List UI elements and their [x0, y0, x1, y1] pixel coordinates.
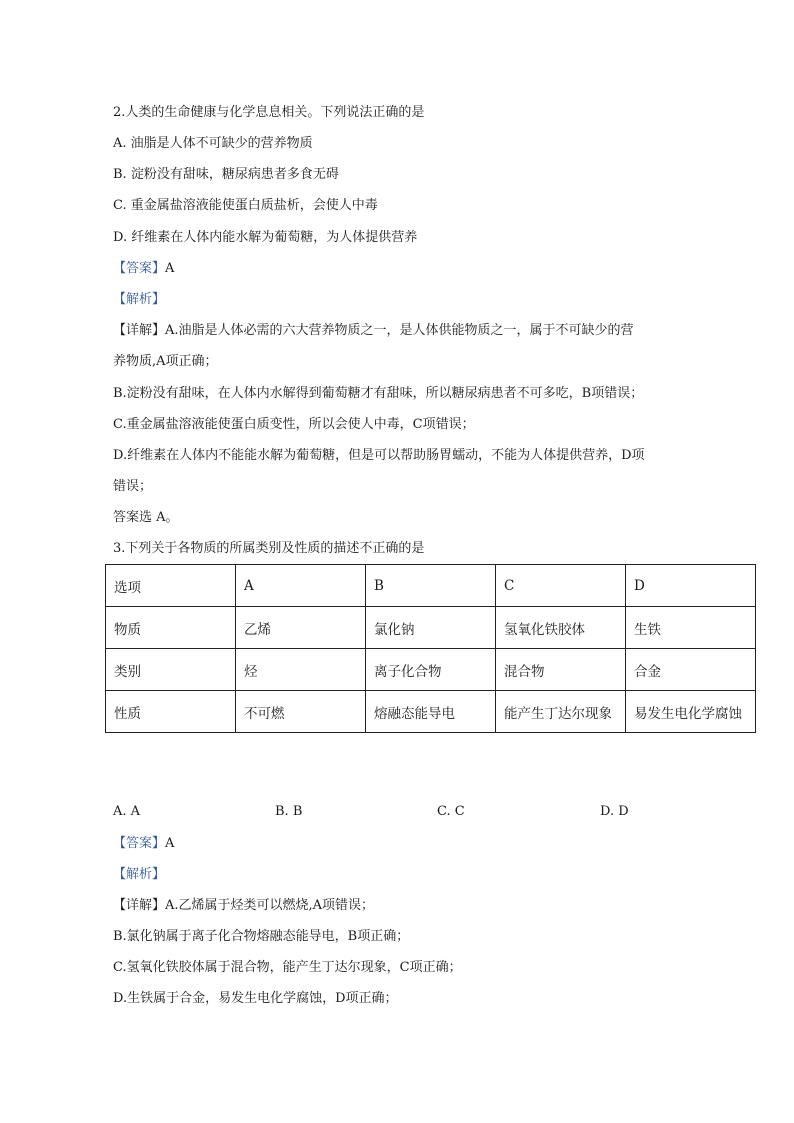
q3-choice-b: B. B	[275, 804, 303, 819]
table-row	[106, 649, 756, 691]
q2-detail-line-4: C.重金属盐溶液能使蛋白质变性，所以会使人中毒，C项错误；	[113, 417, 475, 432]
table-cell: 烃	[236, 649, 366, 691]
q3-detail-line-3: C.氢氧化铁胶体属于混合物，能产生丁达尔现象，C项正确；	[113, 960, 462, 975]
q2-detail-line-5: D.纤维素在人体内不能能水解为葡萄糖，但是可以帮助肠胃蠕动，不能为人体提供营养，D项	[113, 448, 645, 463]
table-row	[106, 565, 756, 607]
table-cell: 选项	[106, 565, 236, 607]
q2-detail-line-3: B.淀粉没有甜味，在人体内水解得到葡萄糖才有甜味，所以糖尿病患者不可多吃，B项错误；	[113, 386, 644, 401]
detail-text: A.乙烯属于烃类可以燃烧,A项错误；	[165, 898, 375, 913]
table-cell: 不可燃	[236, 691, 366, 733]
q2-detail-line-1	[113, 322, 634, 340]
q3-choice-d: D. D	[600, 804, 629, 819]
table-row	[106, 691, 756, 733]
table-cell: D	[626, 565, 756, 607]
table-cell: 乙烯	[236, 607, 366, 649]
q3-choices	[113, 804, 673, 822]
q2-option-d: D. 纤维素在人体内能水解为葡萄糖，为人体提供营养	[113, 230, 418, 245]
q3-choice-c: C. C	[437, 804, 465, 819]
q2-detail-line-7: 答案选 A。	[113, 510, 179, 525]
detail-tag: 【详解】	[113, 898, 166, 913]
q3-detail-line-1	[113, 897, 374, 915]
q2-detail-line-2: 养物质,A项正确；	[113, 354, 218, 369]
q3-choice-a: A. A	[113, 804, 141, 819]
table-cell: 易发生电化学腐蚀	[626, 691, 756, 733]
detail-text: A.油脂是人体必需的六大营养物质之一，是人体供能物质之一，属于不可缺少的营	[165, 323, 634, 338]
table-cell: B	[366, 565, 496, 607]
table-cell: 离子化合物	[366, 649, 496, 691]
properties-table	[105, 564, 756, 733]
q2-option-b: B. 淀粉没有甜味，糖尿病患者多食无碍	[113, 167, 339, 182]
table-cell: 能产生丁达尔现象	[496, 691, 626, 733]
q2-option-c: C. 重金属盐溶液能使蛋白质盐析，会使人中毒	[113, 198, 378, 213]
table-cell: 合金	[626, 649, 756, 691]
q2-answer-line	[113, 260, 174, 278]
detail-tag: 【详解】	[113, 323, 166, 338]
answer-tag: 【答案】	[113, 836, 166, 851]
answer-tag: 【答案】	[113, 261, 166, 276]
table-row	[106, 607, 756, 649]
q2-detail-line-6: 错误；	[113, 479, 153, 494]
q3-detail-line-2: B.氯化钠属于离子化合物熔融态能导电，B项正确；	[113, 929, 410, 944]
q3-detail-line-4: D.生铁属于合金，易发生电化学腐蚀，D项正确；	[113, 991, 398, 1006]
table-cell: C	[496, 565, 626, 607]
table-cell: 氢氧化铁胶体	[496, 607, 626, 649]
table-cell: 性质	[106, 691, 236, 733]
table-cell: 物质	[106, 607, 236, 649]
q2-stem: 2.人类的生命健康与化学息息相关。下列说法正确的是	[113, 105, 425, 120]
q3-stem: 3.下列关于各物质的所属类别及性质的描述不正确的是	[113, 541, 425, 556]
q2-option-a: A. 油脂是人体不可缺少的营养物质	[113, 136, 313, 151]
table-cell: A	[236, 565, 366, 607]
table-cell: 混合物	[496, 649, 626, 691]
answer-value: A	[165, 836, 175, 851]
table-cell: 类别	[106, 649, 236, 691]
analysis-tag: 【解析】	[113, 292, 166, 307]
table-cell: 熔融态能导电	[366, 691, 496, 733]
table-cell: 生铁	[626, 607, 756, 649]
q3-answer-line	[113, 835, 174, 853]
answer-value: A	[165, 261, 175, 276]
table-cell: 氯化钠	[366, 607, 496, 649]
analysis-tag: 【解析】	[113, 867, 166, 882]
